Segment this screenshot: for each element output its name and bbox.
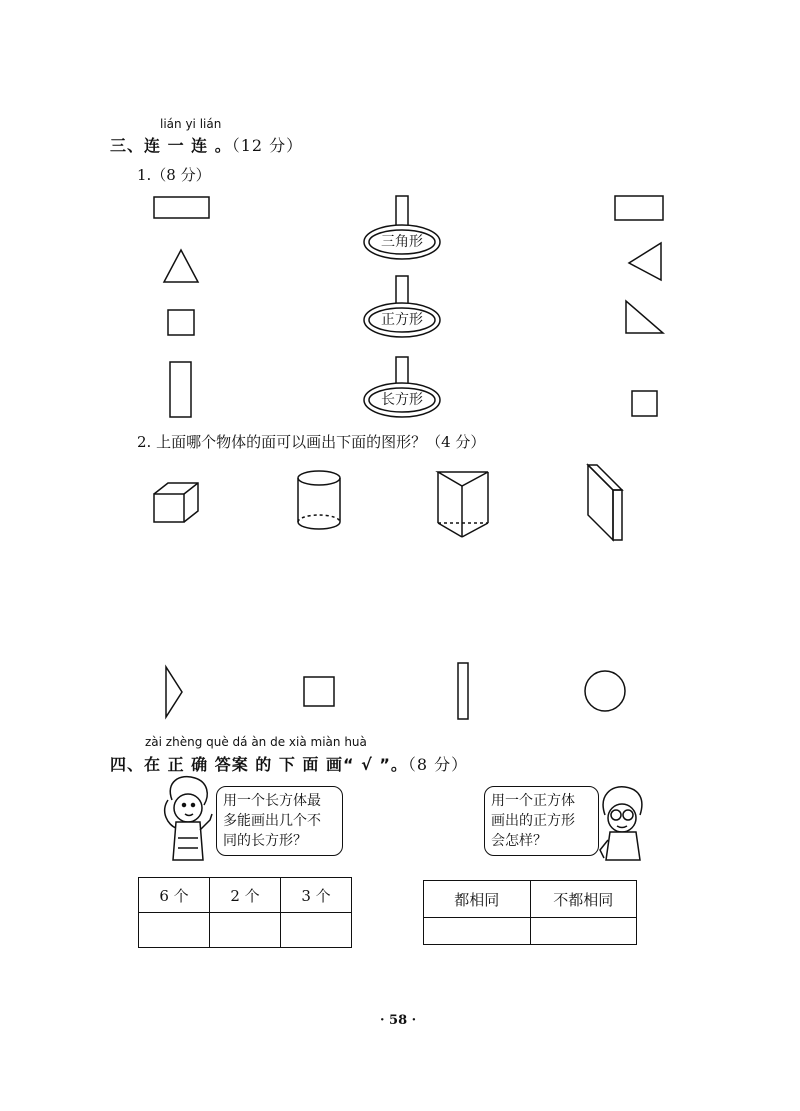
label-triangle: 三角形 xyxy=(381,234,423,250)
answer-cell-2[interactable] xyxy=(210,913,281,948)
left-tall-rectangle xyxy=(170,362,191,417)
q2-label: 2. 上面哪个物体的面可以画出下面的图形？（4 分） xyxy=(137,433,486,451)
figure-triangle xyxy=(166,667,182,717)
section3-pinyin: lián yi lián xyxy=(160,117,222,131)
label-square: 正方形 xyxy=(381,312,423,328)
right-rectangle xyxy=(615,196,663,220)
section3-score: （12 分） xyxy=(231,136,304,155)
answer-table-left xyxy=(138,877,352,948)
cube xyxy=(154,483,198,522)
option-2: 2 个 xyxy=(210,878,281,913)
right-right-triangle xyxy=(626,301,663,333)
answer-cell-not-all-same[interactable] xyxy=(530,918,637,945)
section4-title-text: 四、在 正 确 答案 的 下 面 画“ √ ”。 xyxy=(110,755,408,774)
right-left-pointing-triangle xyxy=(629,243,661,280)
option-3: 3 个 xyxy=(281,878,352,913)
girl-cartoon xyxy=(165,777,212,860)
section3-title-text: 三、连 一 连 。 xyxy=(110,136,232,155)
figure-square xyxy=(304,677,334,706)
left-triangle xyxy=(164,250,198,282)
answer-cell-all-same[interactable] xyxy=(424,918,531,945)
section4-pinyin: zài zhèng què dá àn de xià miàn huà xyxy=(145,735,367,749)
figure-circle xyxy=(585,671,625,711)
right-square xyxy=(632,391,657,416)
left-rectangle xyxy=(154,197,209,218)
option-6: 6 个 xyxy=(139,878,210,913)
page-number: · 58 · xyxy=(380,1013,417,1028)
triangular-prism xyxy=(438,472,488,537)
option-all-same: 都相同 xyxy=(424,881,531,918)
answer-table-right xyxy=(423,880,637,945)
speech-bubble-left: 用一个长方体最 多能画出几个不 同的长方形？ xyxy=(216,786,343,856)
answer-cell-3[interactable] xyxy=(281,913,352,948)
thin-board xyxy=(588,465,622,540)
speech-bubble-right: 用一个正方体 画出的正方形 会怎样？ xyxy=(484,786,599,856)
q1-label: 1.（8 分） xyxy=(137,166,211,184)
option-not-all-same: 不都相同 xyxy=(530,881,637,918)
boy-cartoon xyxy=(600,787,642,860)
left-square xyxy=(168,310,194,335)
section4-title xyxy=(110,752,468,775)
label-rectangle: 长方形 xyxy=(381,392,423,408)
section4-score: （8 分） xyxy=(407,755,469,774)
figure-tall-strip xyxy=(458,663,468,719)
cylinder xyxy=(298,471,340,529)
answer-cell-6[interactable] xyxy=(139,913,210,948)
